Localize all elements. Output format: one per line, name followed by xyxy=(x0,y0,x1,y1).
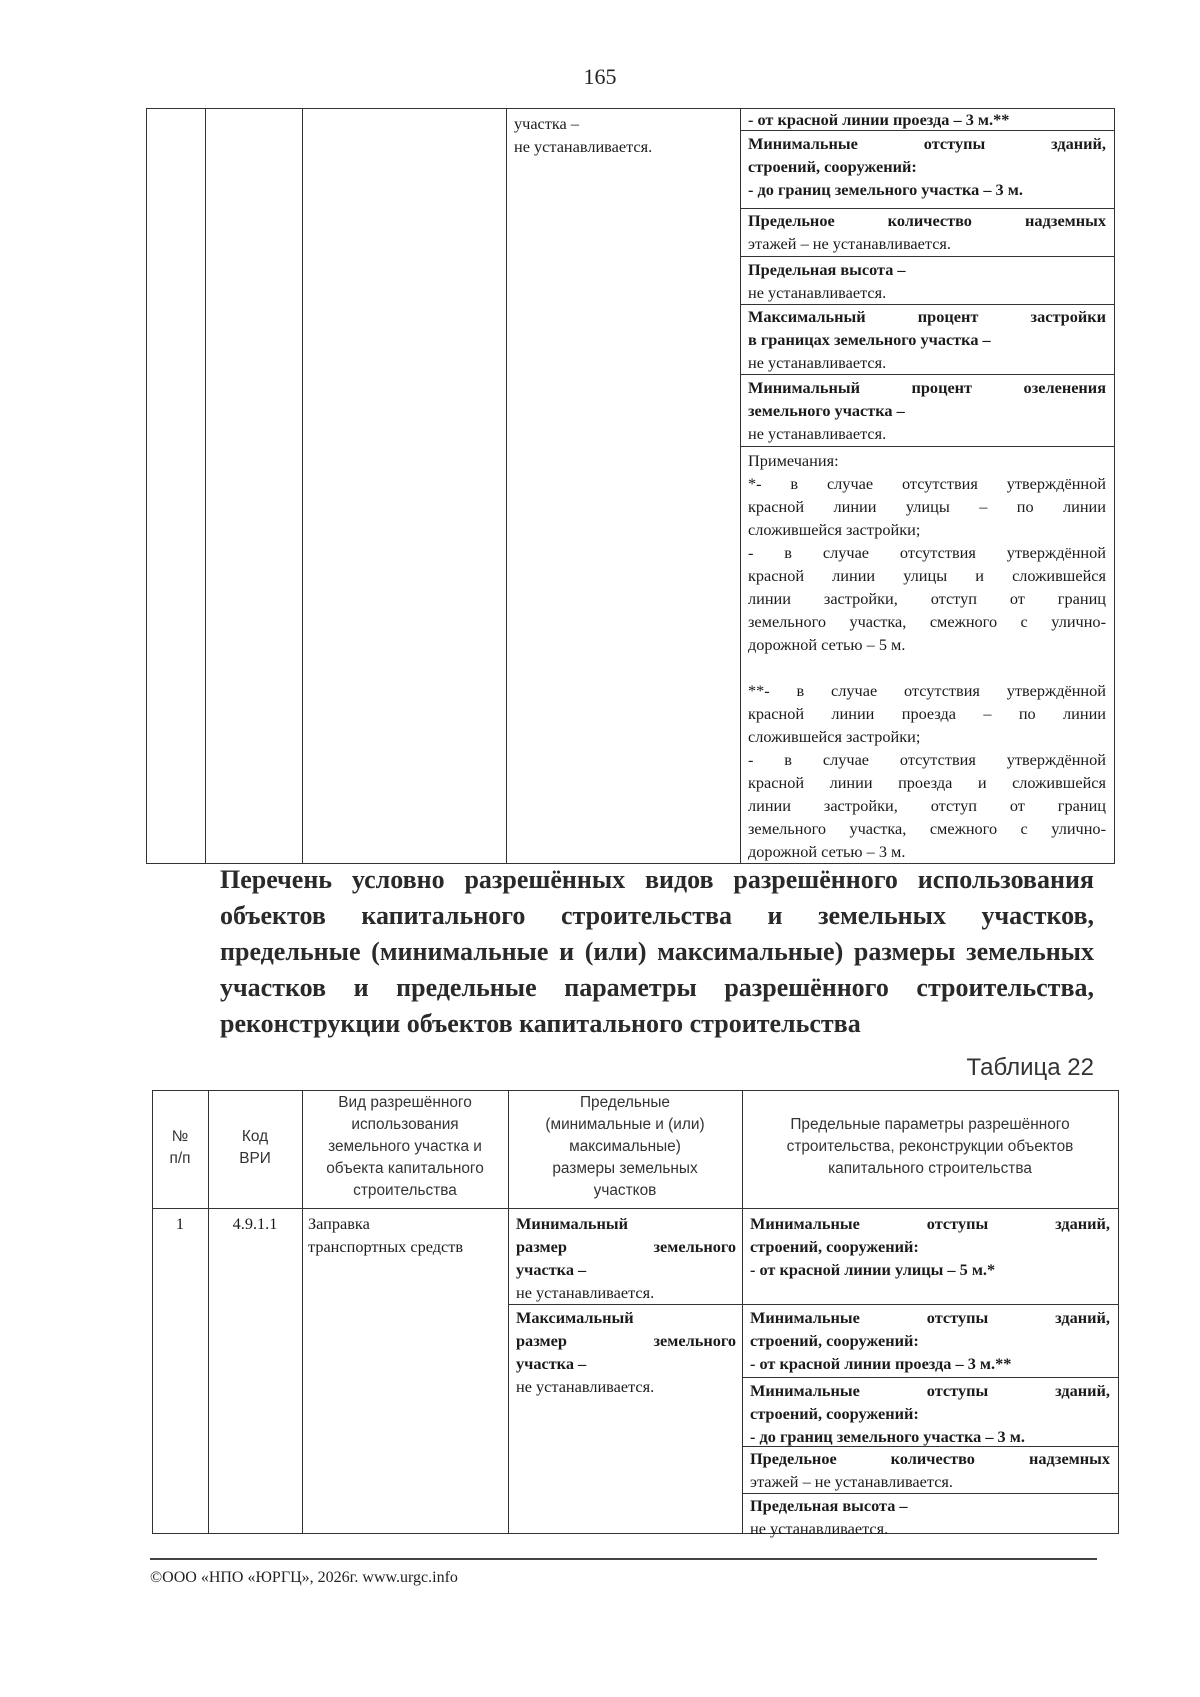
table-border-left xyxy=(146,108,147,864)
param-cell xyxy=(748,376,1106,445)
note-line: красной линии проезда – по линии xyxy=(748,704,1106,723)
text-line: - до границ земельного участка – 3 м. xyxy=(748,180,1023,199)
note-line xyxy=(748,656,1106,679)
table-22 xyxy=(152,1090,1118,1538)
text-line: Минимальный процент озеленения xyxy=(748,378,1106,397)
notes-cell xyxy=(748,449,1106,863)
column-divider xyxy=(506,108,507,864)
text-line: - от красной линии проезда – 3 м.** xyxy=(748,110,1010,129)
text-line: не устанавливается. xyxy=(516,1283,655,1302)
note-line: - в случае отсутствия утверждённой xyxy=(748,750,1106,769)
row-divider xyxy=(508,1304,1118,1305)
param-cell xyxy=(748,258,1106,304)
text-line: строительства xyxy=(353,1182,457,1199)
note-line: дорожной сетью – 3 м. xyxy=(748,842,906,861)
header-type xyxy=(302,1092,508,1202)
text-line: Минимальные отступы зданий, xyxy=(748,134,1106,153)
param-cell xyxy=(750,1379,1110,1448)
note-line: красной линии улицы – по линии xyxy=(748,497,1106,516)
column-divider xyxy=(205,108,206,864)
note-line: сложившейся застройки; xyxy=(748,520,921,539)
header-num xyxy=(152,1126,208,1170)
size-cell-tail xyxy=(514,112,734,158)
row-divider xyxy=(740,446,1114,447)
text-line: не устанавливается. xyxy=(750,1519,889,1538)
text-line: максимальные) xyxy=(569,1138,681,1155)
text-line: Максимальный процент застройки xyxy=(748,307,1106,326)
text-line: Предельная высота – xyxy=(748,260,906,279)
text-line: Предельная высота – xyxy=(750,1496,908,1515)
row-code: 4.9.1.1 xyxy=(232,1214,278,1233)
text-line: не устанавливается. xyxy=(748,353,887,372)
size-cell-max xyxy=(516,1306,736,1398)
text-line: Предельное количество надземных xyxy=(748,211,1106,230)
text-line: не устанавливается. xyxy=(748,424,887,443)
text-line: ВРИ xyxy=(239,1150,271,1167)
text-line: участка – xyxy=(516,1260,587,1279)
text-line: не устанавливается. xyxy=(516,1377,655,1396)
text-line: использования xyxy=(351,1116,459,1133)
param-cell xyxy=(748,132,1106,201)
param-cell xyxy=(748,209,1106,255)
continued-table xyxy=(146,108,1114,864)
param-cell xyxy=(750,1494,1110,1540)
note-line: - в случае отсутствия утверждённой xyxy=(748,543,1106,562)
table-border-right xyxy=(1114,108,1115,864)
text-line: размеры земельных xyxy=(552,1160,698,1177)
text-line: участков xyxy=(593,1182,657,1199)
text-line: этажей – не устанавливается. xyxy=(748,234,951,253)
column-divider xyxy=(302,108,303,864)
note-line: дорожной сетью – 5 м. xyxy=(748,635,906,654)
row-num: 1 xyxy=(175,1214,185,1233)
text-line: Минимальные отступы зданий, xyxy=(750,1381,1110,1400)
text-line: Предельное количество надземных xyxy=(750,1449,1110,1468)
note-line: Примечания: xyxy=(748,451,839,470)
table-label: Таблица 22 xyxy=(966,1054,1094,1081)
text-line: капитального строительства xyxy=(828,1160,1032,1177)
header-params xyxy=(742,1114,1118,1180)
param-cell xyxy=(750,1447,1110,1493)
text-line: Заправка xyxy=(308,1214,370,1233)
row-type xyxy=(308,1212,504,1258)
text-line: размер земельного xyxy=(516,1237,736,1256)
row-divider xyxy=(740,374,1114,375)
table-border-top xyxy=(152,1090,1118,1091)
text-line: строений, сооружений: xyxy=(750,1404,919,1423)
text-line: № xyxy=(171,1128,189,1145)
text-line: строений, сооружений: xyxy=(750,1237,919,1256)
param-cell xyxy=(750,1212,1110,1281)
header-divider xyxy=(152,1208,1118,1209)
section-heading: Перечень условно разрешённых видов разрешённого использования объектов капитального строительства и земельных участков, предельные (минимальные и (или) максимальные) размеры земельных участков и предельные параметры разрешённого строительства, реконструкции объектов капитального строительства xyxy=(220,865,1094,1038)
text-line: не устанавливается. xyxy=(514,137,653,156)
text-line: Предельные xyxy=(580,1094,670,1111)
text-line: Максимальный xyxy=(516,1308,634,1327)
param-cell xyxy=(748,108,1106,131)
text-line: Минимальный xyxy=(516,1214,628,1233)
text-line: не устанавливается. xyxy=(748,283,887,302)
note-line: сложившейся застройки; xyxy=(748,727,921,746)
row-divider xyxy=(740,256,1114,257)
column-divider xyxy=(740,108,741,864)
text-line: Вид разрешённого xyxy=(338,1094,472,1111)
note-line: **- в случае отсутствия утверждённой xyxy=(748,681,1106,700)
text-line: (минимальные и (или) xyxy=(545,1116,705,1133)
header-sizes xyxy=(508,1092,742,1202)
footer-rule xyxy=(150,1558,1097,1560)
text-line: земельного участка – xyxy=(748,401,905,420)
text-line: - от красной линии проезда – 3 м.** xyxy=(750,1354,1012,1373)
row-divider xyxy=(742,1377,1118,1378)
text-line: - до границ земельного участка – 3 м. xyxy=(750,1427,1025,1446)
text-line: транспортных средств xyxy=(308,1237,464,1256)
text-line: размер земельного xyxy=(516,1331,736,1350)
note-line: красной линии проезда и сложившейся xyxy=(748,773,1106,792)
text-line: строений, сооружений: xyxy=(748,157,917,176)
text-line: - от красной линии улицы – 5 м.* xyxy=(750,1260,996,1279)
note-line: линии застройки, отступ от границ xyxy=(748,796,1106,815)
footer-copyright: ©ООО «НПО «ЮРГЦ», 2026г. www.urgc.info xyxy=(150,1569,458,1586)
text-line: Минимальные отступы зданий, xyxy=(750,1308,1110,1327)
param-cell xyxy=(748,305,1106,374)
text-line: в границах земельного участка – xyxy=(748,330,991,349)
text-line: строений, сооружений: xyxy=(750,1331,919,1350)
param-cell xyxy=(750,1306,1110,1375)
text-line: Предельные параметры разрешённого xyxy=(790,1116,1070,1133)
note-line: красной линии улицы и сложившейся xyxy=(748,566,1106,585)
text-line: земельного участка и xyxy=(328,1138,482,1155)
page-number: 165 xyxy=(583,64,617,89)
size-cell-min xyxy=(516,1212,736,1304)
note-line: *- в случае отсутствия утверждённой xyxy=(748,474,1106,493)
text-line: Код xyxy=(241,1128,269,1145)
text-line: Минимальные отступы зданий, xyxy=(750,1214,1110,1233)
text-line: строительства, реконструкции объектов xyxy=(786,1138,1074,1155)
text-line: участка – xyxy=(516,1354,587,1373)
text-line: объекта капитального xyxy=(326,1160,484,1177)
text-line: этажей – не устанавливается. xyxy=(750,1472,953,1491)
text-line: п/п xyxy=(169,1150,191,1167)
text-line: участка – xyxy=(514,114,579,133)
note-line: земельного участка, смежного с улично- xyxy=(748,612,1106,631)
note-line: линии застройки, отступ от границ xyxy=(748,589,1106,608)
header-code xyxy=(208,1126,302,1170)
note-line: земельного участка, смежного с улично- xyxy=(748,819,1106,838)
table-border-right xyxy=(1118,1090,1119,1534)
